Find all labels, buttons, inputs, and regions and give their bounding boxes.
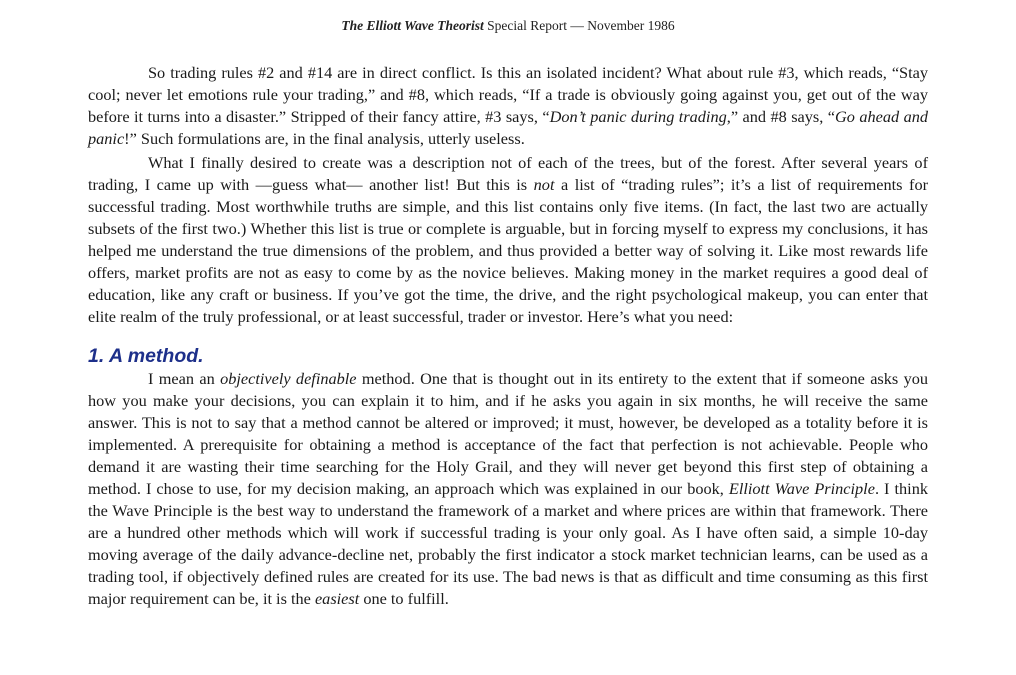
page-header bbox=[0, 17, 1016, 35]
section-heading-method: 1. A method. bbox=[88, 345, 204, 367]
text-segment: ,” and #8 says, “ bbox=[726, 107, 835, 126]
header-report-date: Special Report — November 1986 bbox=[483, 18, 675, 33]
italic-text-segment: Go ahead and panic bbox=[88, 107, 929, 148]
text-segment: !” Such formulations are, in the final analysis, utterly useless. bbox=[124, 129, 525, 148]
text-segment: one to fulfill. bbox=[359, 589, 449, 608]
italic-text-segment: Don’t panic during trading bbox=[549, 107, 727, 126]
italic-text-segment: easiest bbox=[314, 589, 360, 608]
text-segment: So trading rules #2 and #14 are in direct conflict. Is this an isolated incident? What about rule #3, which reads, “Stay cool; never let emotions rule your trading,” and #8, which reads, “If a trade is obviously going against you, get out of the way before it turns into a disaster.” Stripped of their fancy attire, #3 says, “ bbox=[88, 63, 928, 126]
text-segment: What I finally desired to create was a description not of each of the trees, but of the forest. After several years of trading, I came up with —guess what— another list! But this is bbox=[88, 153, 928, 194]
text-segment: I mean an bbox=[148, 369, 221, 388]
text-segment: method. One that is thought out in its entirety to the extent that if someone asks you how you make your decisions, you can explain it to him, and if he asks you again in six months, he will receive the same answer. This is not to say that a method cannot be altered or improved; it must, however, be developed as a totality before it is implemented. A prerequisite for obtaining a method is acceptance of the fact that perfection is not achievable. People who demand it are wasting their time searching for the Holy Grail, and they will never get beyond this first step of obtaining a method. I chose to use, for my decision making, an approach which was explained in our book, bbox=[88, 369, 928, 498]
text-segment: a list of “trading rules”; it’s a list of requirements for successful trading. Most worthwhile truths are simple, and this list contains only five items. (In fact, the last two are actually subsets of the first two.) Whether this list is true or complete is arguable, but in forcing myself to express my conclusions, it has helped me understand the true dimensions of the problem, and thus provided a better way of solving it. Like most rewards life offers, market profits are not as easy to come by as the novice believes. Making money in the market requires a good deal of education, like any craft or business. If you’ve got the time, the drive, and the right psychological makeup, you can enter that elite realm of the truly professional, or at least successful, trader or investor. Here’s what you need: bbox=[88, 175, 929, 326]
text-segment: . I think the Wave Principle is the best way to understand the framework of a market and where prices are within that framework. There are a hundred other methods which will work if successful trading is your only goal. As I have often said, a simple 10-day moving average of the daily advance-decline net, probably the first indicator a stock market technician learns, can be used as a trading tool, if objectively defined rules are created for its use. The bad news is that as difficult and time consuming as this first major requirement can be, it is the bbox=[88, 479, 928, 608]
italic-text-segment: objectively definable bbox=[220, 369, 357, 388]
italic-text-segment: not bbox=[533, 175, 555, 194]
publication-title: The Elliott Wave Theorist bbox=[341, 18, 484, 33]
paragraph-rules-conflict bbox=[88, 62, 928, 150]
paragraph-method bbox=[88, 368, 928, 610]
italic-text-segment: Elliott Wave Principle bbox=[728, 479, 875, 498]
paragraph-requirements-list bbox=[88, 152, 928, 328]
article-body bbox=[88, 62, 928, 612]
